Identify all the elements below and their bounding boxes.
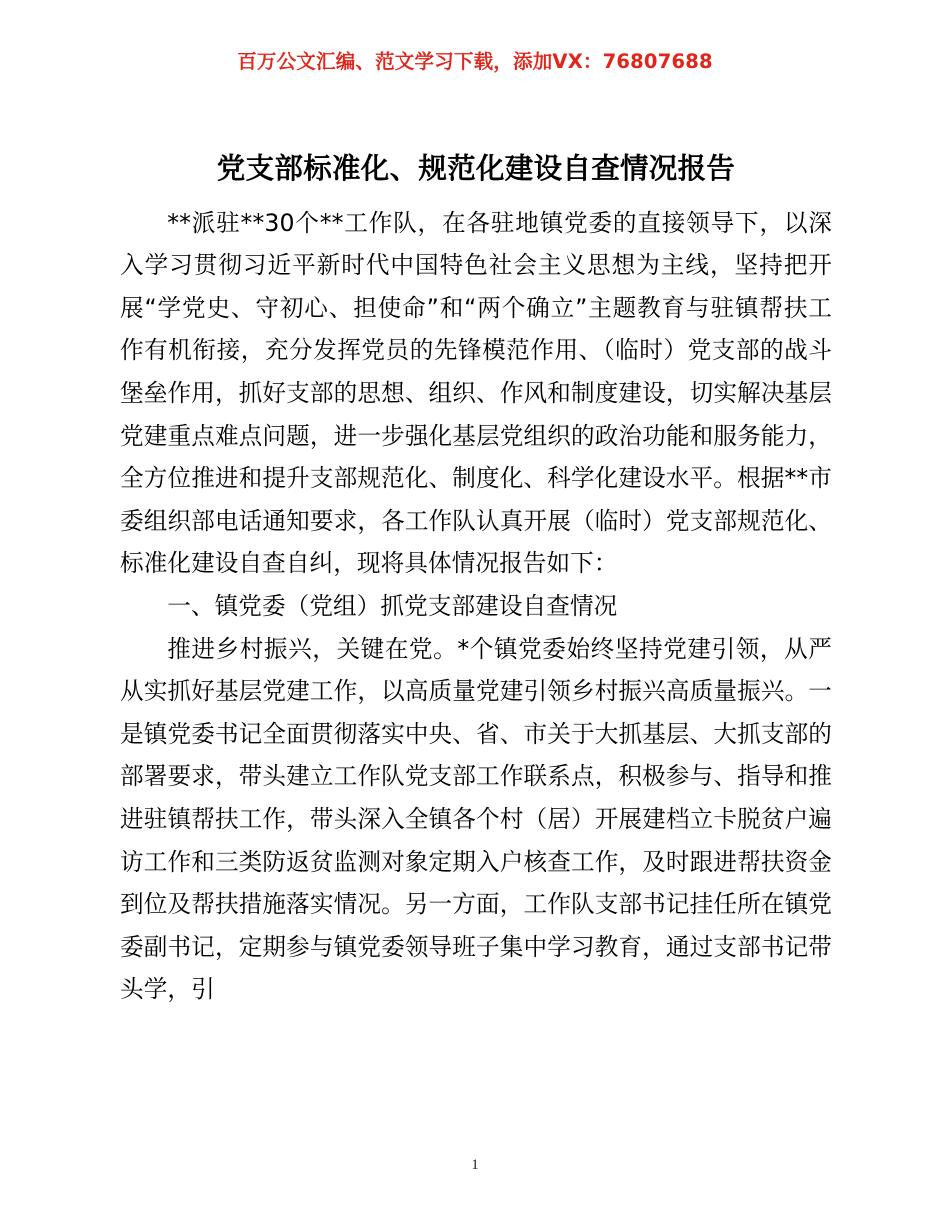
- promo-banner-text: 百万公文汇编、范文学习下载，添加VX：76807688: [237, 50, 713, 73]
- paragraph-section-one-body: 推进乡村振兴，关键在党。*个镇党委始终坚持党建引领，从严从实抓好基层党建工作，以高质量党建引领乡村振兴高质量振兴。一是镇党委书记全面贯彻落实中央、省、市关于大抓基层、大抓支部的部署要求，带头建立工作队党支部工作联系点，积极参与、指导和推进驻镇帮扶工作，带头深入全镇各个村（居）开展建档立卡脱贫户遍访工作和三类防返贫监测对象定期入户核查工作，及时跟进帮扶资金到位及帮扶措施落实情况。另一方面，工作队支部书记挂任所在镇党委副书记，定期参与镇党委领导班子集中学习教育，通过支部书记带头学，引: [120, 634, 832, 1004]
- section-heading-one: 一、镇党委（党组）抓党支部建设自查情况: [167, 591, 618, 620]
- page-title: 党支部标准化、规范化建设自查情况报告: [216, 152, 736, 185]
- promo-banner: [0, 52, 950, 72]
- document-body: [120, 150, 832, 1011]
- page-number: 1: [471, 1157, 479, 1173]
- paragraph-intro: **派驻**30个**工作队，在各驻地镇党委的直接领导下，以深入学习贯彻习近平新时代中国特色社会主义思想为主线，坚持把开展“学党史、守初心、担使命”和“两个确立”主题教育与驻镇帮扶工作有机衔接，充分发挥党员的先锋模范作用、（临时）党支部的战斗堡垒作用，抓好支部的思想、组织、作风和制度建设，切实解决基层党建重点难点问题，进一步强化基层党组织的政治功能和服务能力，全方位推进和提升支部规范化、制度化、科学化建设水平。根据**市委组织部电话通知要求，各工作队认真开展（临时）党支部规范化、标准化建设自查自纠，现将具体情况报告如下：: [120, 208, 832, 578]
